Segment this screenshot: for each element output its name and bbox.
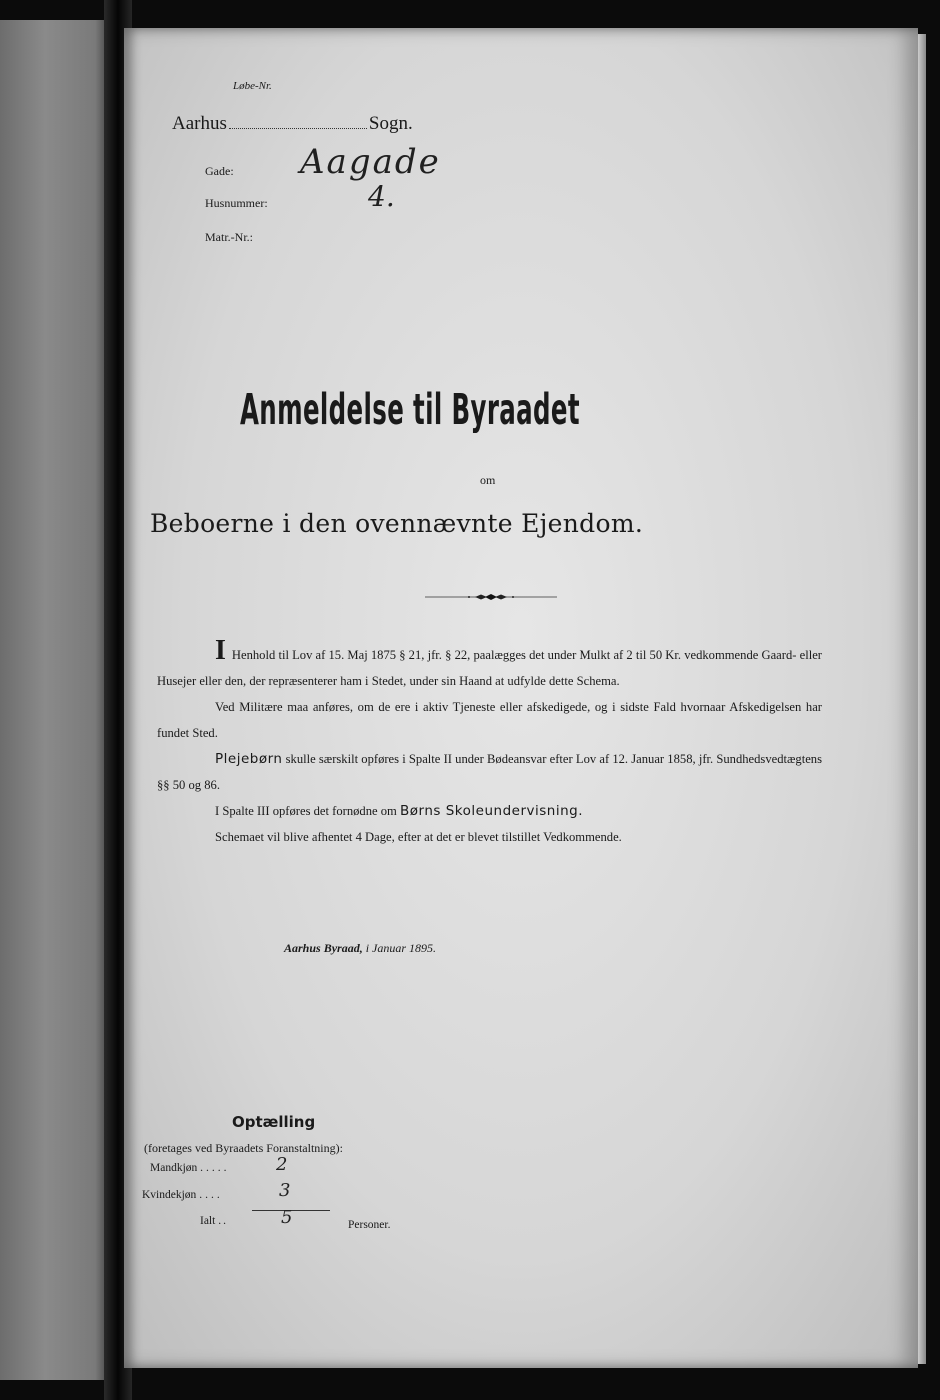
instruction-paragraph-2: Ved Militære maa anføres, om de ere i aktiv Tjeneste eller afskedigede, og i sidste Fald hvornaar Afskedigelsen har fundet Sted. — [157, 700, 822, 740]
instruction-text-3: skulle særskilt opføres i Spalte II under Bødeansvar efter Lov af 12. Januar 1858, jfr. Sundhedsvedtægtens §§ 50 og 86. — [157, 752, 822, 792]
instruction-text-1: Henhold til Lov af 15. Maj 1875 § 21, jfr. § 22, paalægges det under Mulkt af 2 til 50 Kr. vedkommende Gaard- eller Husejer eller den, der repræsenterer ham i Stedet, under sin Haand at udfylde dette Schema. — [157, 648, 822, 688]
matr-label: Matr.-Nr.: — [205, 230, 253, 244]
house-number-value: 4. — [368, 180, 395, 213]
male-count-row — [150, 1162, 230, 1174]
count-heading: Optælling — [232, 1113, 316, 1131]
instruction-text-4: I Spalte III opføres det fornødne om — [215, 804, 397, 818]
title-connector: om — [480, 473, 496, 487]
female-value: 3 — [279, 1180, 291, 1201]
lobe-nr-label: Løbe-Nr. — [233, 80, 272, 92]
total-dots: .. — [218, 1215, 228, 1227]
parish-line — [172, 113, 413, 135]
facing-page — [0, 20, 112, 1380]
instructions — [157, 635, 822, 850]
total-count-row — [200, 1215, 228, 1227]
female-label: Kvindekjøn — [142, 1189, 197, 1201]
instruction-paragraph-3 — [157, 746, 822, 798]
street-label: Gade: — [205, 164, 234, 178]
signature-date: i Januar 1895. — [365, 941, 437, 955]
count-subheading: (foretages ved Byraadets Foranstaltning): — [144, 1141, 343, 1155]
parish-dots — [229, 128, 367, 129]
ornament-divider — [425, 594, 557, 600]
drop-cap: I — [215, 635, 226, 666]
signature-line — [284, 941, 436, 956]
total-value: 5 — [281, 1207, 293, 1228]
total-label: Ialt — [200, 1215, 216, 1227]
parish-label: Sogn. — [368, 113, 413, 134]
female-count-row — [142, 1189, 223, 1201]
emphasis-plejeborn: Plejebørn — [215, 751, 283, 767]
male-value: 2 — [276, 1154, 288, 1175]
document-title: Anmeldelse til Byraadet — [240, 385, 580, 435]
instruction-paragraph-5: Schemaet vil blive afhentet 4 Dage, efter at det er blevet tilstillet Vedkommende. — [215, 830, 622, 844]
house-number-label: Husnummer: — [205, 196, 268, 210]
signature-authority: Aarhus Byraad, — [284, 941, 363, 955]
city-label: Aarhus — [172, 113, 227, 134]
persons-label: Personer. — [348, 1219, 391, 1231]
female-dots: .... — [199, 1189, 223, 1201]
document-subtitle: Beboerne i den ovennævnte Ejendom. — [150, 509, 644, 538]
male-dots: ..... — [200, 1162, 230, 1174]
male-label: Mandkjøn — [150, 1162, 198, 1174]
instruction-paragraph-1 — [157, 635, 822, 694]
emphasis-skoleundervisning: Børns Skoleundervisning. — [400, 803, 583, 819]
instruction-paragraph-4 — [157, 798, 822, 824]
street-value: Aagade — [300, 142, 441, 182]
